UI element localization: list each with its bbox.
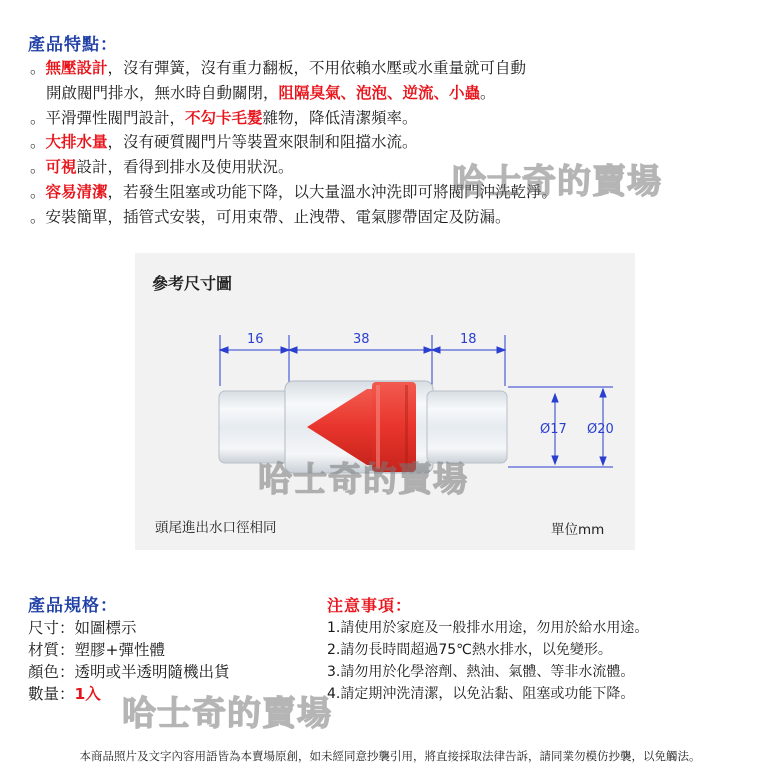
note-item: 3.請勿用於化學溶劑、熱油、氣體、等非水流體。 bbox=[327, 664, 635, 680]
spec-value: 1入 bbox=[74, 685, 101, 703]
features-title: 產品特點： bbox=[28, 35, 118, 55]
dim-mid-label: 38 bbox=[353, 332, 370, 347]
watermark: 哈士奇的賣場 bbox=[258, 460, 468, 500]
feature-text: 雜物，降低清潔頻率。 bbox=[262, 109, 418, 127]
spec-row bbox=[28, 639, 165, 661]
spec-label: 顏色： bbox=[28, 663, 75, 681]
feature-text: 開啟閥門排水，無水時自動關閉， bbox=[46, 84, 279, 102]
inner-diameter-label: Ø17 bbox=[540, 422, 567, 437]
feature-text: 。 bbox=[30, 59, 46, 77]
valve-drawing bbox=[135, 253, 635, 550]
spec-value: 塑膠+彈性體 bbox=[74, 641, 166, 659]
feature-text: 。 bbox=[480, 84, 496, 102]
feature-highlight: 大排水量 bbox=[45, 133, 108, 151]
feature-text: 。安裝簡單，插管式安裝，可用束帶、止洩帶、電氣膠帶固定及防漏。 bbox=[30, 208, 511, 226]
diagram-unit: 單位mm bbox=[551, 522, 605, 538]
feature-item bbox=[30, 156, 294, 178]
specs-title: 產品規格： bbox=[28, 596, 118, 616]
feature-item bbox=[30, 206, 511, 228]
dim-left-label: 16 bbox=[247, 332, 264, 347]
watermark: 哈士奇的賣場 bbox=[452, 162, 662, 202]
feature-text: 。平滑彈性閥門設計， bbox=[30, 109, 186, 127]
spec-value: 如圖標示 bbox=[74, 619, 137, 637]
note-item: 1.請使用於家庭及一般排水用途，勿用於給水用途。 bbox=[327, 620, 649, 636]
diagram-title: 參考尺寸圖 bbox=[152, 274, 233, 293]
feature-highlight: 不勾卡毛髮 bbox=[185, 109, 263, 127]
feature-text: ，沒有彈簧，沒有重力翻板，不用依賴水壓或水重量就可自動 bbox=[107, 59, 527, 77]
note-item: 2.請勿長時間超過75℃熱水排水，以免變形。 bbox=[327, 642, 612, 658]
copyright-footer: 本商品照片及文字內容用語皆為本賣場原創，如未經同意抄襲引用，將直接採取法律告訴，請同業勿模仿抄襲，以免觸法。 bbox=[79, 749, 701, 763]
spec-label: 數量： bbox=[28, 685, 75, 703]
spec-row bbox=[28, 683, 101, 705]
feature-item bbox=[30, 107, 418, 129]
spec-value: 透明或半透明隨機出貨 bbox=[74, 663, 230, 681]
notes-title: 注意事項： bbox=[327, 596, 413, 615]
diagram-note-same-diameter: 頭尾進出水口徑相同 bbox=[155, 520, 277, 536]
feature-highlight: 無壓設計 bbox=[45, 59, 108, 77]
spec-row bbox=[28, 661, 230, 683]
note-item: 4.請定期沖洗清潔，以免沾黏、阻塞或功能下降。 bbox=[327, 686, 635, 702]
spec-label: 尺寸： bbox=[28, 619, 75, 637]
feature-text: 。 bbox=[30, 133, 46, 151]
feature-text: 設計，看得到排水及使用狀況。 bbox=[76, 158, 294, 176]
feature-highlight: 容易清潔 bbox=[45, 183, 108, 201]
outer-diameter-label: Ø20 bbox=[587, 422, 614, 437]
feature-text: ，沒有硬質閥門片等裝置來限制和阻擋水流。 bbox=[107, 133, 418, 151]
dim-right-label: 18 bbox=[460, 332, 477, 347]
feature-highlight: 阻隔臭氣、泡泡、逆流、小蟲 bbox=[278, 84, 481, 102]
feature-item bbox=[30, 57, 526, 79]
feature-item bbox=[30, 131, 418, 153]
spec-label: 材質： bbox=[28, 641, 75, 659]
spec-row bbox=[28, 617, 137, 639]
feature-text: 。 bbox=[30, 158, 46, 176]
feature-text: ，若發生阻塞或功能下降，以大量溫水沖洗即可將閥門沖洗乾淨。 bbox=[107, 183, 558, 201]
feature-text: 。 bbox=[30, 183, 46, 201]
feature-highlight: 可視 bbox=[45, 158, 77, 176]
watermark: 哈士奇的賣場 bbox=[122, 694, 332, 734]
feature-item bbox=[30, 82, 496, 104]
